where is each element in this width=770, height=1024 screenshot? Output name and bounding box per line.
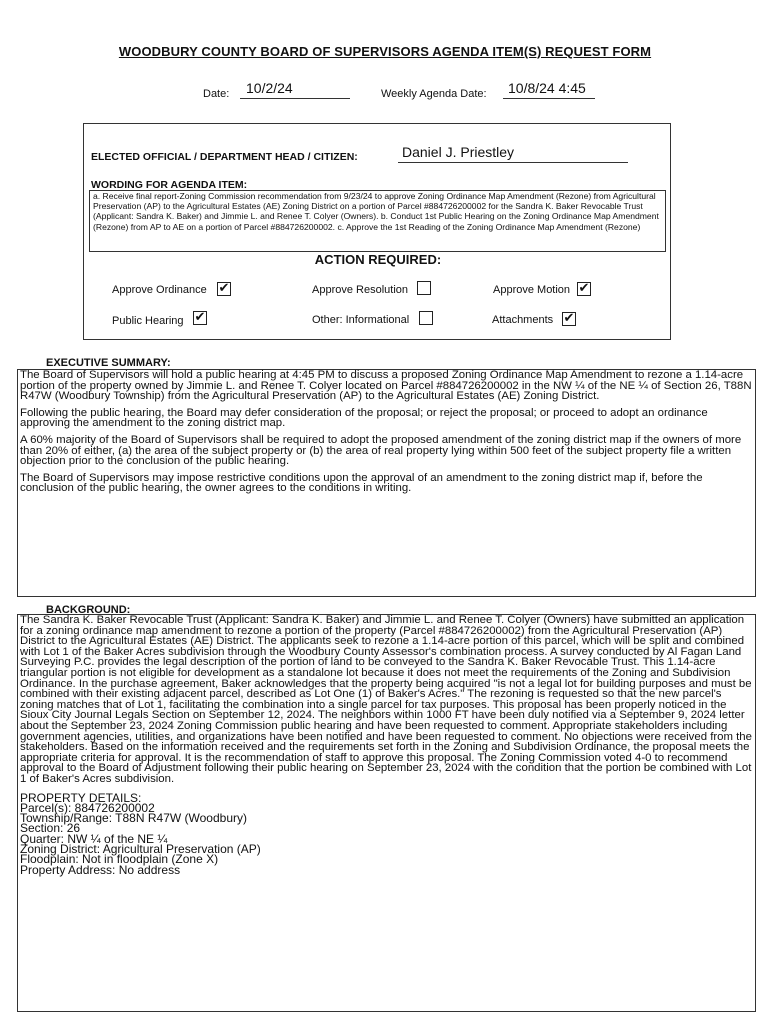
exec-paragraph-4: The Board of Supervisors may impose restrictive conditions upon the approval of an amendment to the zoning district map if, before the conclusion of the public hearing, the owner agrees to the conditions in writing. — [20, 471, 703, 495]
property-details-heading: PROPERTY DETAILS: — [20, 790, 142, 805]
public-hearing-checkbox[interactable]: ✔ — [194, 310, 206, 325]
background-text — [18, 615, 755, 875]
official-value: Daniel J. Priestley — [402, 144, 515, 160]
property-quarter: Quarter: NW ¼ of the NE ¼ — [20, 831, 168, 846]
exec-paragraph-1: The Board of Supervisors will hold a public hearing at 4:45 PM to discuss a proposed Zoning Ordinance Map Amendment to rezone a 1.14-acre portion of the property owned by Jimmie L. and Renee T. Colyer located on Parcel #884726200002 in the NW ¼ of the NE ¼ of Section 26, T88N R47W (Woodbury Township) from the Agricultural Preservation (AP) to the Agricultural Estates (AE) Zoning District. — [20, 369, 752, 403]
approve-motion-label: Approve Motion — [493, 284, 571, 296]
property-parcel: Parcel(s): 884726200002 — [20, 800, 155, 815]
attachments-label: Attachments — [492, 314, 554, 326]
exec-paragraph-3: A 60% majority of the Board of Supervisors shall be required to adopt the proposed amendment of the zoning district map if the owners of more than 20% of either, (a) the area of the subject property or (b) the area of real property lying within 500 feet of the subject property file a written objection prior to the conclusion of the public hearing. — [20, 433, 742, 468]
exec-paragraph-2: Following the public hearing, the Board may defer consideration of the proposal; or reject the proposal; or proceed to adopt an ordinance approving the amendment to the zoning district map. — [20, 406, 708, 430]
attachments-checkbox[interactable]: ✔ — [563, 311, 575, 326]
property-floodplain: Floodplain: Not in floodplain (Zone X) — [20, 852, 219, 867]
public-hearing-label: Public Hearing — [112, 315, 184, 327]
approve-resolution-label: Approve Resolution — [312, 284, 409, 296]
official-field[interactable] — [398, 145, 628, 163]
background-paragraph: The Sandra K. Baker Revocable Trust (Applicant: Sandra K. Baker) and Jimmie L. and Renee T. Colyer (Owners) have submitted an application for a zoning ordinance map amendment to rezone a portion of the property (Parcel #884726200002) from the Agricultural Preservation (AP) District to the Agricultural Estates (AE) District. The applicants seek to rezone a 1.14-acre portion of this parcel, which will be split and combined with Lot 1 of the Baker Acres subdivision through the Woodbury County Assessor's combination process. A survey conducted by Al Fagan Land Surveying P.C. provides the legal description of the portion of land to be conveyed to the Sandra K. Baker Revocable Trust. This 1.14-acre triangular portion is not eligible for development as a standalone lot because it does not meet the requirements of the Zoning and Subdivision Ordinance. In the purchase agreement, Baker acknowledges that the property being acquired "is not a legal lot for building purposes and must be combined with their existing adjacent parcel, described as Lot One (1) of Baker's Acres." The rezoning is requested so that the new parcel's zoning matches that of Lot 1, facilitating the combination into a single parcel for tax purposes. This proposal has been properly noticed in the Sioux City Journal Legals Section on September 12, 2024. The neighbors within 1000 FT have been duly notified via a September 9, 2024 letter about the September 23, 2024 Zoning Commission public hearing and have been requested to comment. Appropriate stakeholders including government agencies, utilities, and organizations have been notified and have been requested to comment. No objections were received from the stakeholders. Based on the information received and the requirements set forth in the Zoning and Subdivision Ordinance, the proposal meets the appropriate criteria for approval. It is the recommendation of staff to approve this proposal. The Zoning Commission voted 4-0 to recommend approval to the Board of Adjustment following their public hearing on September 23, 2024 with the condition that the portion be combined with Lot 1 of Baker's Acres subdivision. — [20, 614, 752, 785]
date-value: 10/2/24 — [246, 80, 293, 96]
wording-textarea[interactable]: a. Receive final report-Zoning Commission recommendation from 9/23/24 to approve Zoning Ordinance Map Amendment (Rezone) from Agricultural Preservation (AP) to the Agricultural Estates (AE) Zoning District on a portion of Parcel #884726200002 for the Sandra K. Baker Revocable Trust (Applicant: Sandra K. Baker) and Jimmie L. and Renee T. Colyer (Owners). b. Conduct 1st Public Hearing on the Zoning Ordinance Map Amendment (Rezone) from AP to AE on a portion of Parcel #884726200002. c. Approve the 1st Reading of the Zoning Ordinance Map Amendment (Rezone) — [89, 190, 666, 252]
approve-ordinance-label: Approve Ordinance — [112, 284, 207, 296]
executive-summary-box[interactable] — [17, 369, 756, 597]
official-label: ELECTED OFFICIAL / DEPARTMENT HEAD / CITIZEN: — [91, 151, 358, 163]
approve-ordinance-checkbox[interactable]: ✔ — [218, 281, 230, 296]
property-section: Section: 26 — [20, 821, 81, 836]
approve-resolution-checkbox[interactable] — [417, 281, 431, 295]
background-heading: BACKGROUND: — [46, 604, 131, 616]
other-checkbox[interactable] — [419, 311, 433, 325]
weekly-agenda-date-label: Weekly Agenda Date: — [381, 88, 487, 100]
action-required-heading: ACTION REQUIRED: — [314, 252, 442, 267]
date-field[interactable] — [240, 80, 350, 99]
property-details — [20, 790, 753, 877]
property-township-range: Township/Range: T88N R47W (Woodbury) — [20, 811, 247, 826]
executive-summary-heading: EXECUTIVE SUMMARY: — [46, 357, 171, 369]
date-label: Date: — [203, 88, 230, 100]
other-label: Other: Informational — [312, 314, 410, 326]
weekly-agenda-date-field[interactable] — [503, 80, 595, 99]
background-box[interactable] — [17, 614, 756, 1012]
weekly-agenda-date-value: 10/8/24 4:45 — [508, 80, 586, 96]
property-address: Property Address: No address — [20, 862, 181, 877]
executive-summary-text — [18, 370, 755, 494]
property-zoning-district: Zoning District: Agricultural Preservation (AP) — [20, 841, 261, 856]
form-title: WOODBURY COUNTY BOARD OF SUPERVISORS AGENDA ITEM(S) REQUEST FORM — [118, 44, 652, 59]
wording-label: WORDING FOR AGENDA ITEM: — [91, 179, 248, 191]
approve-motion-checkbox[interactable]: ✔ — [578, 281, 590, 296]
